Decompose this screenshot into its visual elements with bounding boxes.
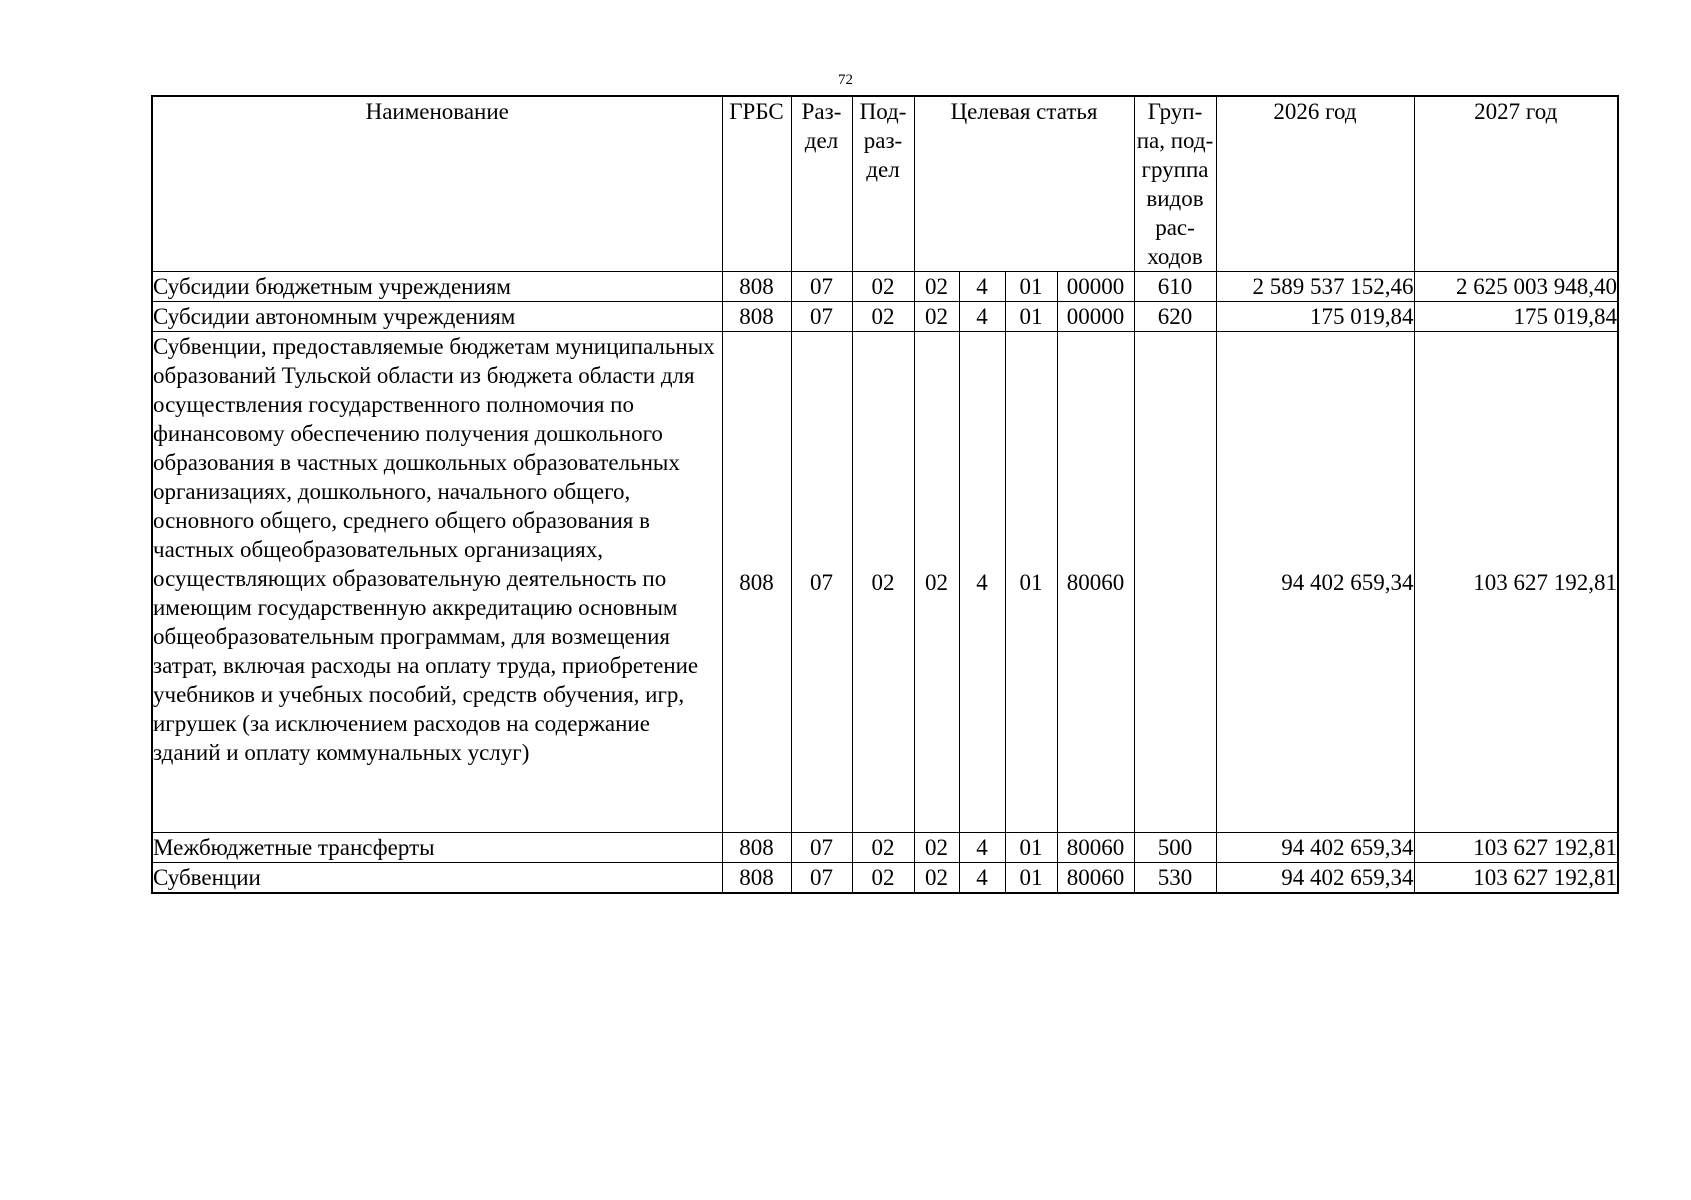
- row-target-3: 01: [1005, 332, 1057, 833]
- row-target-1: 02: [914, 272, 959, 302]
- row-group: 610: [1134, 272, 1216, 302]
- row-2026: 94 402 659,34: [1216, 833, 1414, 863]
- row-target-4: 80060: [1057, 863, 1134, 894]
- row-target-3: 01: [1005, 302, 1057, 332]
- row-group: [1134, 332, 1216, 833]
- row-target-1: 02: [914, 863, 959, 894]
- row-2027: 103 627 192,81: [1414, 833, 1618, 863]
- row-name: Субвенции: [152, 863, 722, 894]
- row-target-1: 02: [914, 833, 959, 863]
- row-razdel: 07: [791, 272, 852, 302]
- row-podrazdel: 02: [852, 302, 914, 332]
- row-name: Межбюджетные трансферты: [152, 833, 722, 863]
- row-target-2: 4: [959, 863, 1005, 894]
- header-grbs: ГРБС: [722, 96, 791, 272]
- table-row: [152, 833, 1618, 863]
- row-grbs: 808: [722, 302, 791, 332]
- row-target-4: 00000: [1057, 302, 1134, 332]
- row-grbs: 808: [722, 863, 791, 894]
- row-group: 530: [1134, 863, 1216, 894]
- row-target-2: 4: [959, 272, 1005, 302]
- page-number: 72: [838, 72, 853, 88]
- table-row: [152, 302, 1618, 332]
- row-name: Субсидии автономным учреждениям: [152, 302, 722, 332]
- row-group: 620: [1134, 302, 1216, 332]
- row-name: Субсидии бюджетным учреждениям: [152, 272, 722, 302]
- header-name: Наименование: [152, 96, 722, 272]
- row-razdel: 07: [791, 863, 852, 894]
- row-2026: 94 402 659,34: [1216, 332, 1414, 833]
- row-target-2: 4: [959, 833, 1005, 863]
- row-2027: 175 019,84: [1414, 302, 1618, 332]
- row-name: Субвенции, предоставляемые бюджетам муниципальных образований Тульской области из бюджета области для осуществления государственного полномочия по финансовому обеспечению получения дошкольного образования в частных дошкольных образовательных организациях, дошкольного, начального общего, основного общего, среднего общего образования в частных общеобразовательных организациях, осуществляющих образовательную деятельность по имеющим государственную аккредитацию основным общеобразовательным программам, для возмещения затрат, включая расходы на оплату труда, приобретение учебников и учебных пособий, средств обучения, игр, игрушек (за исключением расходов на содержание зданий и оплату коммунальных услуг): [152, 332, 722, 833]
- row-grbs: 808: [722, 833, 791, 863]
- row-podrazdel: 02: [852, 863, 914, 894]
- row-podrazdel: 02: [852, 332, 914, 833]
- header-2026: 2026 год: [1216, 96, 1414, 272]
- row-razdel: 07: [791, 332, 852, 833]
- row-2027: 103 627 192,81: [1414, 332, 1618, 833]
- row-target-4: 80060: [1057, 332, 1134, 833]
- header-razdel: Раз- дел: [791, 96, 852, 272]
- row-2026: 175 019,84: [1216, 302, 1414, 332]
- table-row: [152, 863, 1618, 894]
- header-podrazdel: Под- раз- дел: [852, 96, 914, 272]
- header-expense-group: Груп- па, под- группа видов рас- ходов: [1134, 96, 1216, 272]
- row-target-3: 01: [1005, 833, 1057, 863]
- row-group: 500: [1134, 833, 1216, 863]
- row-2026: 94 402 659,34: [1216, 863, 1414, 894]
- row-2027: 103 627 192,81: [1414, 863, 1618, 894]
- row-podrazdel: 02: [852, 833, 914, 863]
- row-grbs: 808: [722, 332, 791, 833]
- budget-table: [151, 95, 1619, 894]
- header-row: [152, 96, 1618, 272]
- row-target-3: 01: [1005, 863, 1057, 894]
- row-target-1: 02: [914, 332, 959, 833]
- row-razdel: 07: [791, 302, 852, 332]
- table-row: [152, 332, 1618, 833]
- row-target-4: 80060: [1057, 833, 1134, 863]
- row-grbs: 808: [722, 272, 791, 302]
- row-2027: 2 625 003 948,40: [1414, 272, 1618, 302]
- row-razdel: 07: [791, 833, 852, 863]
- row-2026: 2 589 537 152,46: [1216, 272, 1414, 302]
- header-target-article: Целевая статья: [914, 96, 1134, 272]
- header-2027: 2027 год: [1414, 96, 1618, 272]
- row-target-4: 00000: [1057, 272, 1134, 302]
- table-row: [152, 272, 1618, 302]
- row-podrazdel: 02: [852, 272, 914, 302]
- row-target-1: 02: [914, 302, 959, 332]
- row-target-2: 4: [959, 302, 1005, 332]
- row-target-3: 01: [1005, 272, 1057, 302]
- row-target-2: 4: [959, 332, 1005, 833]
